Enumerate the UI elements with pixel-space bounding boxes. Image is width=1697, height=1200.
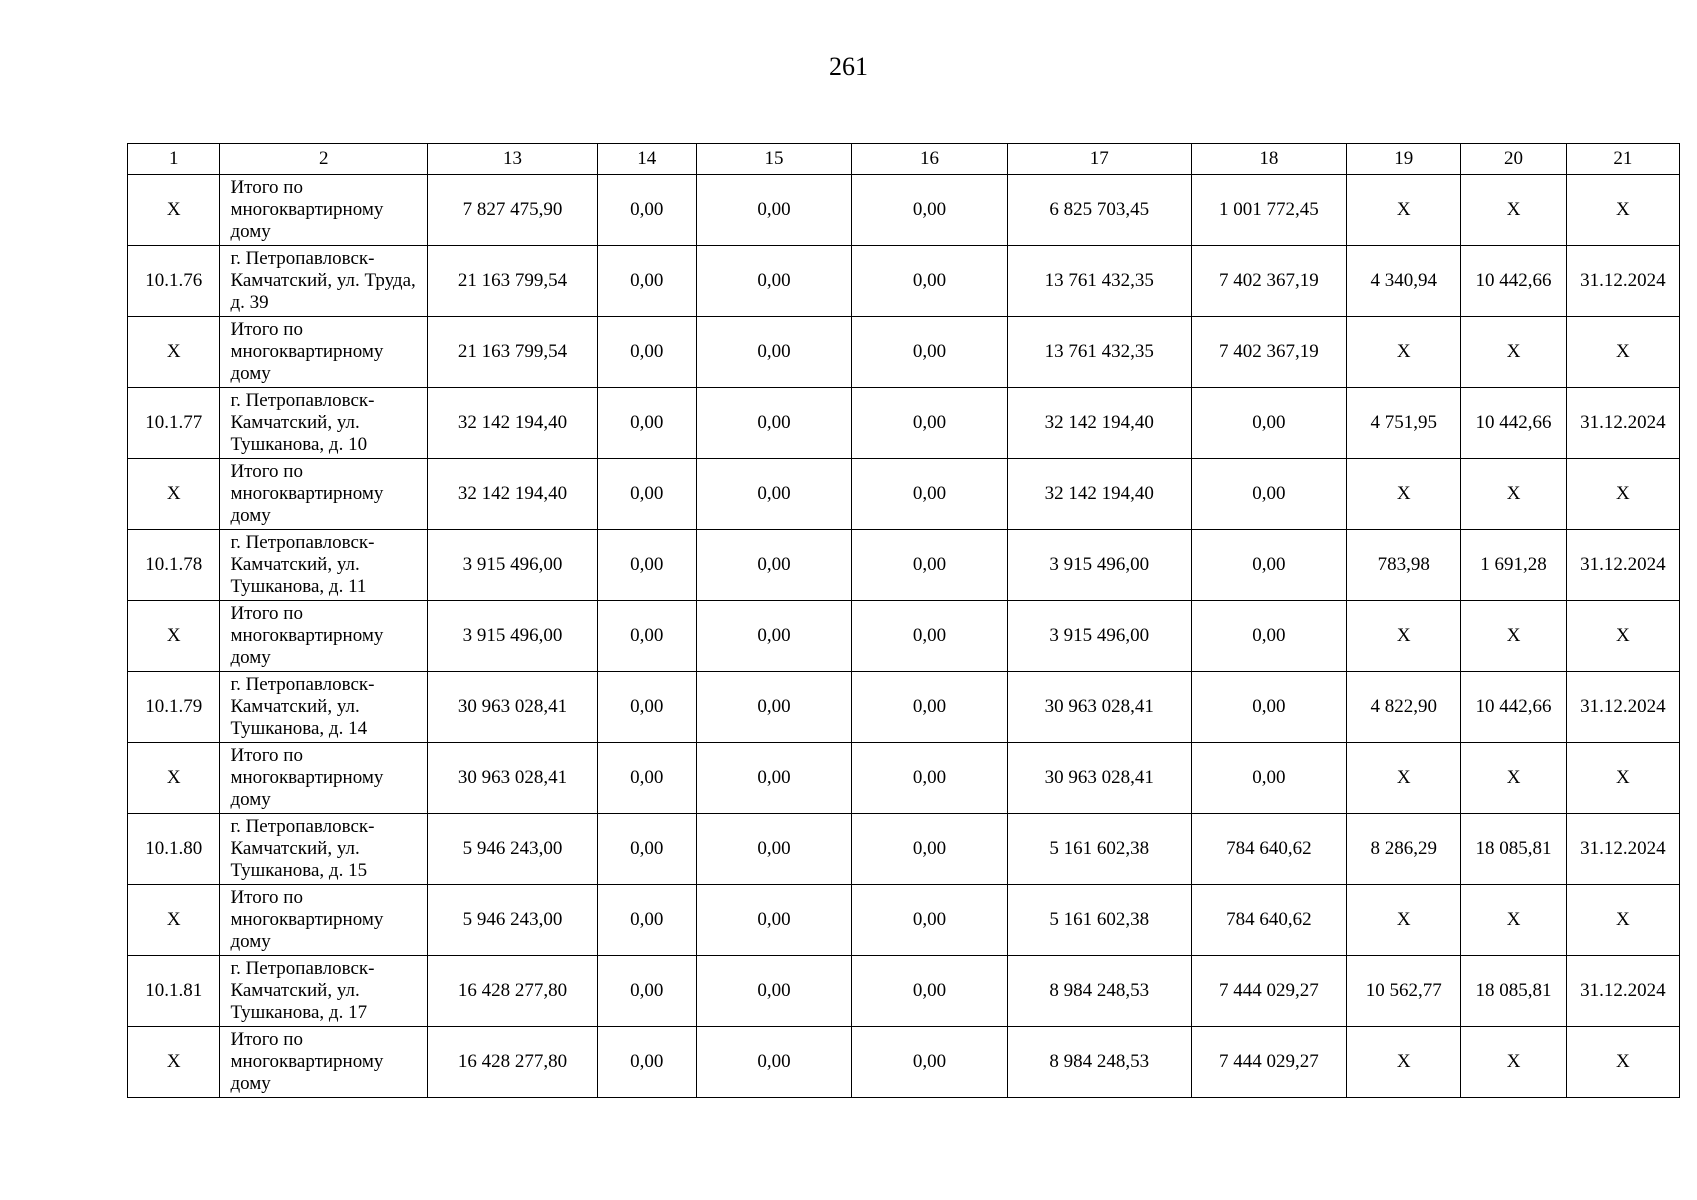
- table-cell: 0,00: [696, 814, 852, 885]
- table-cell: 31.12.2024: [1566, 672, 1679, 743]
- table-cell: 7 402 367,19: [1191, 246, 1347, 317]
- table-cell: 0,00: [852, 388, 1008, 459]
- table-cell: 0,00: [852, 956, 1008, 1027]
- address-cell: г. Петропавловск-Камчатский, ул. Тушканова, д. 11: [220, 530, 428, 601]
- table-cell: 30 963 028,41: [428, 672, 598, 743]
- table-cell: 0,00: [696, 388, 852, 459]
- table-cell: 0,00: [696, 672, 852, 743]
- table-row: [128, 317, 1680, 388]
- table-cell: Х: [1347, 175, 1461, 246]
- table-cell: 0,00: [597, 175, 696, 246]
- table-cell: 0,00: [597, 672, 696, 743]
- table-cell: 32 142 194,40: [428, 388, 598, 459]
- row-number-cell: 10.1.79: [128, 672, 220, 743]
- column-header: 17: [1007, 144, 1191, 175]
- table-cell: 1 001 772,45: [1191, 175, 1347, 246]
- table-cell: 21 163 799,54: [428, 246, 598, 317]
- table-cell: Х: [1347, 317, 1461, 388]
- table-cell: 0,00: [597, 885, 696, 956]
- table-cell: Х: [1566, 885, 1679, 956]
- row-number-cell: Х: [128, 317, 220, 388]
- table-cell: 4 751,95: [1347, 388, 1461, 459]
- address-cell: Итого по многоквартирному дому: [220, 743, 428, 814]
- table-row: [128, 246, 1680, 317]
- row-number-cell: Х: [128, 743, 220, 814]
- table-cell: 0,00: [696, 956, 852, 1027]
- column-header: 15: [696, 144, 852, 175]
- table-cell: 30 963 028,41: [1007, 672, 1191, 743]
- table-cell: Х: [1461, 743, 1566, 814]
- table-cell: 10 442,66: [1461, 388, 1566, 459]
- table-cell: 18 085,81: [1461, 956, 1566, 1027]
- table-cell: 0,00: [1191, 743, 1347, 814]
- column-header: 18: [1191, 144, 1347, 175]
- table-cell: 13 761 432,35: [1007, 317, 1191, 388]
- table-cell: 0,00: [1191, 601, 1347, 672]
- table-cell: Х: [1347, 743, 1461, 814]
- address-cell: Итого по многоквартирному дому: [220, 601, 428, 672]
- table-cell: 0,00: [852, 459, 1008, 530]
- column-header: 21: [1566, 144, 1679, 175]
- table-cell: 18 085,81: [1461, 814, 1566, 885]
- table-cell: 31.12.2024: [1566, 956, 1679, 1027]
- row-number-cell: 10.1.78: [128, 530, 220, 601]
- column-header: 20: [1461, 144, 1566, 175]
- table-cell: 783,98: [1347, 530, 1461, 601]
- column-header: 13: [428, 144, 598, 175]
- table-cell: 0,00: [852, 1027, 1008, 1098]
- table-cell: 0,00: [696, 530, 852, 601]
- table-row: [128, 175, 1680, 246]
- column-header: 2: [220, 144, 428, 175]
- table-cell: Х: [1566, 459, 1679, 530]
- address-cell: Итого по многоквартирному дому: [220, 317, 428, 388]
- table-cell: 0,00: [696, 175, 852, 246]
- column-header: 19: [1347, 144, 1461, 175]
- table-cell: 0,00: [597, 814, 696, 885]
- table-cell: 10 442,66: [1461, 246, 1566, 317]
- row-number-cell: Х: [128, 885, 220, 956]
- table-cell: 0,00: [597, 1027, 696, 1098]
- table-cell: 0,00: [852, 885, 1008, 956]
- table-cell: 30 963 028,41: [428, 743, 598, 814]
- table-cell: 0,00: [597, 459, 696, 530]
- table-cell: 16 428 277,80: [428, 1027, 598, 1098]
- table-cell: 31.12.2024: [1566, 814, 1679, 885]
- table-cell: 0,00: [696, 1027, 852, 1098]
- table-header-row: [128, 144, 1680, 175]
- table-cell: 0,00: [597, 530, 696, 601]
- table-cell: 0,00: [852, 530, 1008, 601]
- table-cell: 32 142 194,40: [1007, 459, 1191, 530]
- table-cell: 8 286,29: [1347, 814, 1461, 885]
- table-cell: 21 163 799,54: [428, 317, 598, 388]
- table-cell: Х: [1461, 885, 1566, 956]
- row-number-cell: 10.1.81: [128, 956, 220, 1027]
- table-cell: Х: [1566, 743, 1679, 814]
- row-number-cell: Х: [128, 459, 220, 530]
- table-row: [128, 601, 1680, 672]
- table-cell: 10 442,66: [1461, 672, 1566, 743]
- table-cell: 0,00: [696, 601, 852, 672]
- table-row: [128, 956, 1680, 1027]
- table-cell: 8 984 248,53: [1007, 1027, 1191, 1098]
- table-cell: 0,00: [597, 317, 696, 388]
- table-cell: 16 428 277,80: [428, 956, 598, 1027]
- table-cell: 0,00: [597, 743, 696, 814]
- table-row: [128, 1027, 1680, 1098]
- table-cell: 784 640,62: [1191, 814, 1347, 885]
- table-cell: 8 984 248,53: [1007, 956, 1191, 1027]
- table-cell: 5 161 602,38: [1007, 885, 1191, 956]
- table-cell: 7 444 029,27: [1191, 956, 1347, 1027]
- address-cell: г. Петропавловск-Камчатский, ул. Тушканова, д. 10: [220, 388, 428, 459]
- table-cell: 7 402 367,19: [1191, 317, 1347, 388]
- address-cell: г. Петропавловск-Камчатский, ул. Тушканова, д. 14: [220, 672, 428, 743]
- table-cell: 0,00: [852, 814, 1008, 885]
- row-number-cell: 10.1.76: [128, 246, 220, 317]
- table-cell: 0,00: [597, 601, 696, 672]
- table-cell: 0,00: [852, 601, 1008, 672]
- table-cell: 31.12.2024: [1566, 530, 1679, 601]
- table-cell: 784 640,62: [1191, 885, 1347, 956]
- table-cell: Х: [1461, 317, 1566, 388]
- page-number: 261: [829, 52, 868, 81]
- table-cell: 0,00: [696, 743, 852, 814]
- table-cell: Х: [1347, 459, 1461, 530]
- table-row: [128, 885, 1680, 956]
- table-row: [128, 530, 1680, 601]
- table-cell: Х: [1566, 317, 1679, 388]
- data-table: [127, 143, 1680, 1098]
- address-cell: Итого по многоквартирному дому: [220, 459, 428, 530]
- table-cell: 32 142 194,40: [1007, 388, 1191, 459]
- table-cell: Х: [1461, 459, 1566, 530]
- table-cell: 0,00: [696, 317, 852, 388]
- table-cell: 0,00: [1191, 388, 1347, 459]
- table-row: [128, 388, 1680, 459]
- row-number-cell: 10.1.77: [128, 388, 220, 459]
- address-cell: г. Петропавловск-Камчатский, ул. Тушканова, д. 17: [220, 956, 428, 1027]
- table-cell: Х: [1461, 175, 1566, 246]
- table-cell: Х: [1566, 175, 1679, 246]
- table-row: [128, 459, 1680, 530]
- table-cell: 3 915 496,00: [1007, 601, 1191, 672]
- table-cell: 5 161 602,38: [1007, 814, 1191, 885]
- table-cell: Х: [1347, 1027, 1461, 1098]
- table-cell: 7 444 029,27: [1191, 1027, 1347, 1098]
- table-row: [128, 743, 1680, 814]
- table-cell: 0,00: [852, 672, 1008, 743]
- table-cell: 0,00: [852, 743, 1008, 814]
- table-cell: 0,00: [852, 175, 1008, 246]
- table-cell: 0,00: [597, 246, 696, 317]
- row-number-cell: Х: [128, 601, 220, 672]
- table-cell: Х: [1461, 1027, 1566, 1098]
- table-cell: Х: [1347, 601, 1461, 672]
- table-cell: 7 827 475,90: [428, 175, 598, 246]
- table-cell: 32 142 194,40: [428, 459, 598, 530]
- table-row: [128, 672, 1680, 743]
- table-cell: Х: [1461, 601, 1566, 672]
- table-cell: 0,00: [1191, 530, 1347, 601]
- table-cell: Х: [1566, 601, 1679, 672]
- table-cell: 3 915 496,00: [428, 530, 598, 601]
- table-cell: 5 946 243,00: [428, 885, 598, 956]
- table-cell: 31.12.2024: [1566, 246, 1679, 317]
- table-cell: 4 340,94: [1347, 246, 1461, 317]
- table-cell: 0,00: [696, 885, 852, 956]
- address-cell: Итого по многоквартирному дому: [220, 885, 428, 956]
- address-cell: г. Петропавловск-Камчатский, ул. Тушканова, д. 15: [220, 814, 428, 885]
- table-cell: 4 822,90: [1347, 672, 1461, 743]
- address-cell: Итого по многоквартирному дому: [220, 1027, 428, 1098]
- table-cell: 0,00: [1191, 459, 1347, 530]
- row-number-cell: Х: [128, 175, 220, 246]
- table-cell: 0,00: [1191, 672, 1347, 743]
- table-body: [128, 175, 1680, 1098]
- table-cell: 30 963 028,41: [1007, 743, 1191, 814]
- table-cell: 10 562,77: [1347, 956, 1461, 1027]
- table-cell: 0,00: [696, 459, 852, 530]
- table-cell: 5 946 243,00: [428, 814, 598, 885]
- row-number-cell: 10.1.80: [128, 814, 220, 885]
- table-cell: 31.12.2024: [1566, 388, 1679, 459]
- row-number-cell: Х: [128, 1027, 220, 1098]
- table-cell: 3 915 496,00: [1007, 530, 1191, 601]
- column-header: 1: [128, 144, 220, 175]
- table-cell: 0,00: [597, 388, 696, 459]
- column-header: 16: [852, 144, 1008, 175]
- table-cell: Х: [1566, 1027, 1679, 1098]
- table-cell: 13 761 432,35: [1007, 246, 1191, 317]
- table-cell: 3 915 496,00: [428, 601, 598, 672]
- address-cell: г. Петропавловск-Камчатский, ул. Труда, д. 39: [220, 246, 428, 317]
- address-cell: Итого по многоквартирному дому: [220, 175, 428, 246]
- table-cell: 0,00: [597, 956, 696, 1027]
- table-cell: Х: [1347, 885, 1461, 956]
- table-cell: 0,00: [852, 246, 1008, 317]
- table-row: [128, 814, 1680, 885]
- table-cell: 0,00: [852, 317, 1008, 388]
- table-cell: 0,00: [696, 246, 852, 317]
- table-cell: 6 825 703,45: [1007, 175, 1191, 246]
- table-cell: 1 691,28: [1461, 530, 1566, 601]
- column-header: 14: [597, 144, 696, 175]
